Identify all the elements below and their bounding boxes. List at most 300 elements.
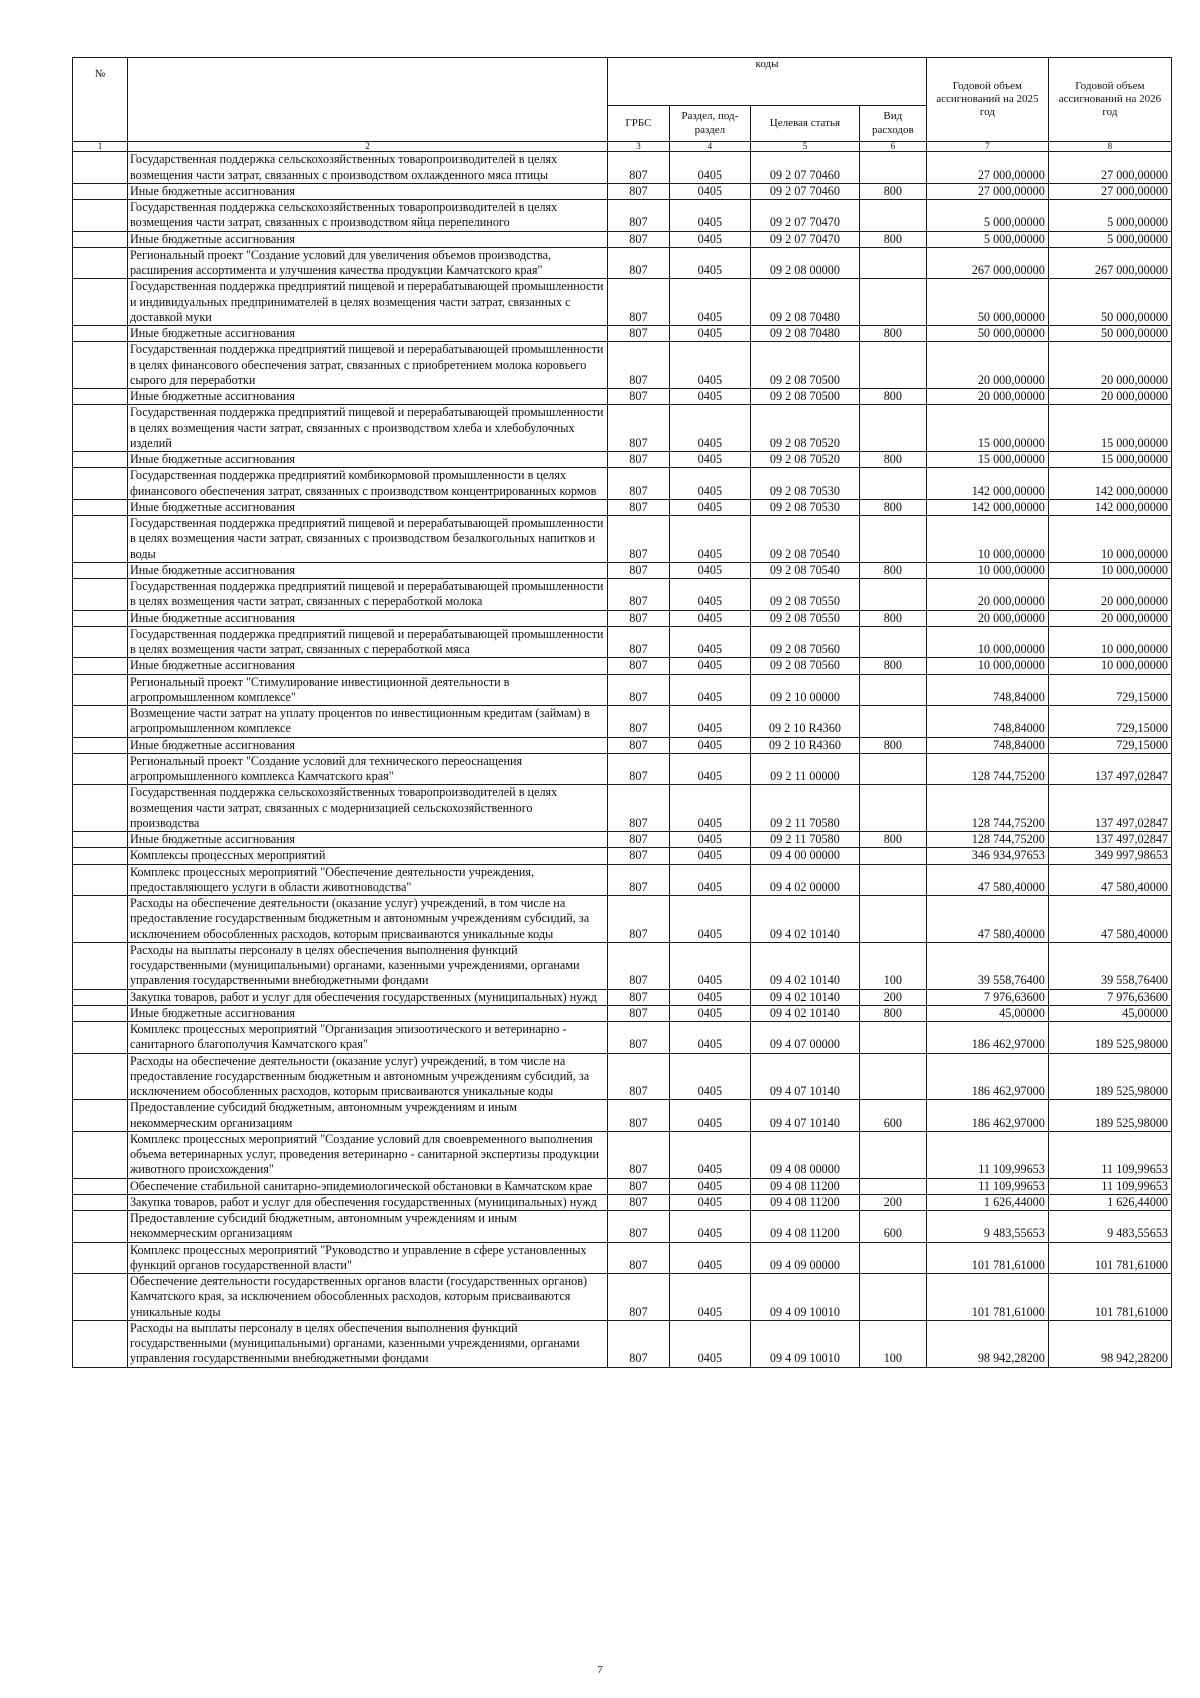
grbs-cell: 807 — [608, 610, 670, 626]
item-name-cell: Расходы на обеспечение деятельности (оказание услуг) учреждений, в том числе на предоставление государственным бюджетным и автономным учреждениям субсидий, за исключением обособленных расходов, которым присваиваются уникальные коды — [127, 896, 607, 943]
target-article-cell: 09 4 08 11200 — [751, 1194, 860, 1210]
expense-type-cell — [859, 1242, 926, 1274]
table-row — [73, 896, 1172, 943]
section-cell: 0405 — [669, 516, 750, 563]
amount-2025-cell: 7 976,63600 — [926, 989, 1048, 1005]
amount-2026-cell: 10 000,00000 — [1048, 626, 1171, 658]
row-number-cell — [73, 183, 128, 199]
section-cell: 0405 — [669, 674, 750, 706]
section-cell: 0405 — [669, 499, 750, 515]
table-row — [73, 1022, 1172, 1054]
grbs-cell: 807 — [608, 1274, 670, 1321]
amount-2025-cell: 142 000,00000 — [926, 499, 1048, 515]
amount-2025-cell: 346 934,97653 — [926, 848, 1048, 864]
amount-2026-cell: 137 497,02847 — [1048, 785, 1171, 832]
amount-2026-cell: 729,15000 — [1048, 706, 1171, 738]
row-number-cell — [73, 326, 128, 342]
section-cell: 0405 — [669, 468, 750, 500]
grbs-cell: 807 — [608, 326, 670, 342]
section-cell: 0405 — [669, 737, 750, 753]
amount-2026-cell: 15 000,00000 — [1048, 405, 1171, 452]
section-cell: 0405 — [669, 342, 750, 389]
expense-type-cell — [859, 1178, 926, 1194]
page-number: 7 — [597, 1664, 603, 1676]
target-article-cell: 09 2 08 70540 — [751, 562, 860, 578]
expense-type-cell — [859, 864, 926, 896]
amount-2026-cell: 98 942,28200 — [1048, 1320, 1171, 1367]
item-name-cell: Комплекс процессных мероприятий "Обеспечение деятельности учреждения, предоставляющего услуги в области животноводства" — [127, 864, 607, 896]
item-name-cell: Иные бюджетные ассигнования — [127, 452, 607, 468]
item-name-cell: Иные бюджетные ассигнования — [127, 658, 607, 674]
col-number: 1 — [73, 142, 128, 152]
amount-2026-cell: 142 000,00000 — [1048, 499, 1171, 515]
table-row — [73, 1178, 1172, 1194]
item-name-cell: Комплексы процессных мероприятий — [127, 848, 607, 864]
amount-2025-cell: 101 781,61000 — [926, 1242, 1048, 1274]
row-number-cell — [73, 1053, 128, 1100]
header-section: Раздел, под-раздел — [669, 106, 750, 142]
grbs-cell: 807 — [608, 785, 670, 832]
section-cell: 0405 — [669, 626, 750, 658]
table-row — [73, 658, 1172, 674]
amount-2025-cell: 47 580,40000 — [926, 896, 1048, 943]
target-article-cell: 09 4 09 00000 — [751, 1242, 860, 1274]
amount-2025-cell: 47 580,40000 — [926, 864, 1048, 896]
item-name-cell: Иные бюджетные ассигнования — [127, 231, 607, 247]
table-row — [73, 626, 1172, 658]
grbs-cell: 807 — [608, 658, 670, 674]
expense-type-cell — [859, 516, 926, 563]
target-article-cell: 09 4 09 10010 — [751, 1274, 860, 1321]
section-cell: 0405 — [669, 405, 750, 452]
target-article-cell: 09 2 08 00000 — [751, 247, 860, 279]
amount-2025-cell: 45,00000 — [926, 1005, 1048, 1021]
col-number: 8 — [1048, 142, 1171, 152]
table-row — [73, 1131, 1172, 1178]
target-article-cell: 09 2 08 70530 — [751, 468, 860, 500]
item-name-cell: Расходы на выплаты персоналу в целях обеспечения выполнения функций государственными (муниципальными) органами, казенными учреждениями, органами управления государственными внебюджетными фондами — [127, 942, 607, 989]
row-number-cell — [73, 706, 128, 738]
row-number-cell — [73, 1320, 128, 1367]
grbs-cell: 807 — [608, 1178, 670, 1194]
target-article-cell: 09 4 02 10140 — [751, 1005, 860, 1021]
expense-type-cell — [859, 1274, 926, 1321]
amount-2026-cell: 11 109,99653 — [1048, 1131, 1171, 1178]
row-number-cell — [73, 658, 128, 674]
section-cell: 0405 — [669, 389, 750, 405]
col-number: 2 — [127, 142, 607, 152]
amount-2025-cell: 128 744,75200 — [926, 785, 1048, 832]
table-row — [73, 942, 1172, 989]
section-cell: 0405 — [669, 326, 750, 342]
amount-2026-cell: 9 483,55653 — [1048, 1211, 1171, 1243]
table-row — [73, 737, 1172, 753]
target-article-cell: 09 4 07 10140 — [751, 1100, 860, 1132]
row-number-cell — [73, 610, 128, 626]
amount-2026-cell: 10 000,00000 — [1048, 658, 1171, 674]
expense-type-cell — [859, 468, 926, 500]
amount-2025-cell: 748,84000 — [926, 737, 1048, 753]
table-row — [73, 785, 1172, 832]
item-name-cell: Государственная поддержка предприятий пищевой и перерабатывающей промышленности в целях возмещения части затрат, связанных с переработкой молока — [127, 579, 607, 611]
amount-2026-cell: 7 976,63600 — [1048, 989, 1171, 1005]
item-name-cell: Иные бюджетные ассигнования — [127, 737, 607, 753]
expense-type-cell: 800 — [859, 183, 926, 199]
header-name — [127, 58, 607, 142]
row-number-cell — [73, 1022, 128, 1054]
expense-type-cell — [859, 342, 926, 389]
section-cell: 0405 — [669, 753, 750, 785]
grbs-cell: 807 — [608, 832, 670, 848]
section-cell: 0405 — [669, 1100, 750, 1132]
table-row — [73, 1194, 1172, 1210]
target-article-cell: 09 2 11 00000 — [751, 753, 860, 785]
amount-2026-cell: 101 781,61000 — [1048, 1242, 1171, 1274]
table-row — [73, 279, 1172, 326]
grbs-cell: 807 — [608, 1131, 670, 1178]
target-article-cell: 09 2 08 70520 — [751, 452, 860, 468]
amount-2025-cell: 20 000,00000 — [926, 342, 1048, 389]
target-article-cell: 09 2 07 70460 — [751, 183, 860, 199]
expense-type-cell — [859, 1131, 926, 1178]
expense-type-cell — [859, 1022, 926, 1054]
expense-type-cell — [859, 785, 926, 832]
col-number: 3 — [608, 142, 670, 152]
item-name-cell: Иные бюджетные ассигнования — [127, 562, 607, 578]
expense-type-cell: 800 — [859, 1005, 926, 1021]
grbs-cell: 807 — [608, 1242, 670, 1274]
amount-2025-cell: 748,84000 — [926, 706, 1048, 738]
section-cell: 0405 — [669, 706, 750, 738]
grbs-cell: 807 — [608, 737, 670, 753]
col-number: 7 — [926, 142, 1048, 152]
target-article-cell: 09 2 08 70560 — [751, 658, 860, 674]
grbs-cell: 807 — [608, 1053, 670, 1100]
amount-2026-cell: 45,00000 — [1048, 1005, 1171, 1021]
target-article-cell: 09 2 08 70480 — [751, 279, 860, 326]
item-name-cell: Предоставление субсидий бюджетным, автономным учреждениям и иным некоммерческим организациям — [127, 1100, 607, 1132]
grbs-cell: 807 — [608, 579, 670, 611]
amount-2025-cell: 128 744,75200 — [926, 753, 1048, 785]
target-article-cell: 09 2 11 70580 — [751, 832, 860, 848]
target-article-cell: 09 4 08 11200 — [751, 1211, 860, 1243]
grbs-cell: 807 — [608, 1022, 670, 1054]
section-cell: 0405 — [669, 247, 750, 279]
amount-2025-cell: 142 000,00000 — [926, 468, 1048, 500]
target-article-cell: 09 4 09 10010 — [751, 1320, 860, 1367]
item-name-cell: Региональный проект "Стимулирование инвестиционной деятельности в агропромышленном комплексе" — [127, 674, 607, 706]
section-cell: 0405 — [669, 942, 750, 989]
target-article-cell: 09 2 07 70470 — [751, 231, 860, 247]
row-number-cell — [73, 231, 128, 247]
amount-2025-cell: 15 000,00000 — [926, 452, 1048, 468]
table-row — [73, 183, 1172, 199]
table-row — [73, 516, 1172, 563]
item-name-cell: Иные бюджетные ассигнования — [127, 183, 607, 199]
amount-2025-cell: 20 000,00000 — [926, 389, 1048, 405]
section-cell: 0405 — [669, 1320, 750, 1367]
grbs-cell: 807 — [608, 389, 670, 405]
amount-2026-cell: 27 000,00000 — [1048, 183, 1171, 199]
row-number-cell — [73, 468, 128, 500]
grbs-cell: 807 — [608, 896, 670, 943]
header-no: № — [73, 58, 128, 142]
row-number-cell — [73, 1211, 128, 1243]
row-number-cell — [73, 1242, 128, 1274]
expense-type-cell: 800 — [859, 737, 926, 753]
grbs-cell: 807 — [608, 674, 670, 706]
item-name-cell: Иные бюджетные ассигнования — [127, 832, 607, 848]
grbs-cell: 807 — [608, 1320, 670, 1367]
table-row — [73, 152, 1172, 184]
col-number: 5 — [751, 142, 860, 152]
expense-type-cell — [859, 626, 926, 658]
target-article-cell: 09 2 08 70540 — [751, 516, 860, 563]
table-row — [73, 1005, 1172, 1021]
expense-type-cell: 100 — [859, 942, 926, 989]
grbs-cell: 807 — [608, 1100, 670, 1132]
section-cell: 0405 — [669, 1211, 750, 1243]
amount-2025-cell: 50 000,00000 — [926, 326, 1048, 342]
row-number-cell — [73, 152, 128, 184]
item-name-cell: Региональный проект "Создание условий для увеличения объемов производства, расширения ассортимента и улучшения качества продукции Камчатского края" — [127, 247, 607, 279]
row-number-cell — [73, 737, 128, 753]
grbs-cell: 807 — [608, 279, 670, 326]
table-row — [73, 1053, 1172, 1100]
table-row — [73, 1211, 1172, 1243]
section-cell: 0405 — [669, 610, 750, 626]
row-number-cell — [73, 942, 128, 989]
item-name-cell: Расходы на обеспечение деятельности (оказание услуг) учреждений, в том числе на предоставление государственным бюджетным и автономным учреждениям субсидий, за исключением обособленных расходов, которым присваиваются уникальные коды — [127, 1053, 607, 1100]
section-cell: 0405 — [669, 231, 750, 247]
amount-2025-cell: 5 000,00000 — [926, 200, 1048, 232]
amount-2026-cell: 20 000,00000 — [1048, 342, 1171, 389]
row-number-cell — [73, 864, 128, 896]
expense-type-cell: 800 — [859, 658, 926, 674]
section-cell: 0405 — [669, 1242, 750, 1274]
amount-2025-cell: 27 000,00000 — [926, 152, 1048, 184]
amount-2025-cell: 5 000,00000 — [926, 231, 1048, 247]
target-article-cell: 09 4 07 10140 — [751, 1053, 860, 1100]
amount-2026-cell: 137 497,02847 — [1048, 753, 1171, 785]
budget-table — [72, 57, 1172, 1368]
target-article-cell: 09 4 07 00000 — [751, 1022, 860, 1054]
row-number-cell — [73, 579, 128, 611]
item-name-cell: Закупка товаров, работ и услуг для обеспечения государственных (муниципальных) нужд — [127, 1194, 607, 1210]
section-cell: 0405 — [669, 1194, 750, 1210]
target-article-cell: 09 4 08 11200 — [751, 1178, 860, 1194]
amount-2026-cell: 20 000,00000 — [1048, 389, 1171, 405]
section-cell: 0405 — [669, 562, 750, 578]
table-row — [73, 832, 1172, 848]
target-article-cell: 09 2 08 70500 — [751, 389, 860, 405]
row-number-cell — [73, 1178, 128, 1194]
expense-type-cell — [859, 896, 926, 943]
grbs-cell: 807 — [608, 247, 670, 279]
section-cell: 0405 — [669, 152, 750, 184]
item-name-cell: Государственная поддержка предприятий пищевой и перерабатывающей промышленности в целях финансового обеспечения затрат, связанных с приобретением молока коровьего сырого для переработки — [127, 342, 607, 389]
section-cell: 0405 — [669, 864, 750, 896]
section-cell: 0405 — [669, 1131, 750, 1178]
expense-type-cell: 200 — [859, 989, 926, 1005]
item-name-cell: Государственная поддержка сельскохозяйственных товаропроизводителей в целях возмещения части затрат, связанных с производством яйца перепелиного — [127, 200, 607, 232]
expense-type-cell — [859, 848, 926, 864]
row-number-cell — [73, 1005, 128, 1021]
grbs-cell: 807 — [608, 989, 670, 1005]
section-cell: 0405 — [669, 1005, 750, 1021]
expense-type-cell: 800 — [859, 452, 926, 468]
amount-2025-cell: 10 000,00000 — [926, 626, 1048, 658]
target-article-cell: 09 4 02 10140 — [751, 942, 860, 989]
header-exp-type: Вид расходов — [859, 106, 926, 142]
item-name-cell: Государственная поддержка предприятий пищевой и перерабатывающей промышленности в целях возмещения части затрат, связанных с производством хлеба и хлебобулочных изделий — [127, 405, 607, 452]
amount-2025-cell: 10 000,00000 — [926, 658, 1048, 674]
grbs-cell: 807 — [608, 1005, 670, 1021]
table-row — [73, 706, 1172, 738]
amount-2026-cell: 189 525,98000 — [1048, 1022, 1171, 1054]
table-header — [73, 58, 1172, 152]
row-number-cell — [73, 200, 128, 232]
grbs-cell: 807 — [608, 342, 670, 389]
amount-2026-cell: 47 580,40000 — [1048, 896, 1171, 943]
section-cell: 0405 — [669, 1274, 750, 1321]
grbs-cell: 807 — [608, 753, 670, 785]
target-article-cell: 09 2 08 70550 — [751, 610, 860, 626]
section-cell: 0405 — [669, 1053, 750, 1100]
grbs-cell: 807 — [608, 468, 670, 500]
table-row — [73, 1274, 1172, 1321]
header-2025: Годовой объем ассигнований на 2025 год — [926, 58, 1048, 142]
item-name-cell: Предоставление субсидий бюджетным, автономным учреждениям и иным некоммерческим организациям — [127, 1211, 607, 1243]
grbs-cell: 807 — [608, 499, 670, 515]
amount-2025-cell: 11 109,99653 — [926, 1131, 1048, 1178]
amount-2026-cell: 15 000,00000 — [1048, 452, 1171, 468]
amount-2025-cell: 10 000,00000 — [926, 562, 1048, 578]
row-number-cell — [73, 753, 128, 785]
row-number-cell — [73, 516, 128, 563]
header-grbs: ГРБС — [608, 106, 670, 142]
expense-type-cell — [859, 152, 926, 184]
row-number-cell — [73, 452, 128, 468]
expense-type-cell: 800 — [859, 389, 926, 405]
section-cell: 0405 — [669, 200, 750, 232]
target-article-cell: 09 4 02 10140 — [751, 989, 860, 1005]
item-name-cell: Иные бюджетные ассигнования — [127, 499, 607, 515]
row-number-cell — [73, 674, 128, 706]
expense-type-cell — [859, 674, 926, 706]
target-article-cell: 09 2 08 70550 — [751, 579, 860, 611]
table-row — [73, 247, 1172, 279]
table-row — [73, 499, 1172, 515]
item-name-cell: Государственная поддержка предприятий комбикормовой промышленности в целях финансового обеспечения затрат, связанных с производством концентрированных кормов — [127, 468, 607, 500]
item-name-cell: Иные бюджетные ассигнования — [127, 1005, 607, 1021]
item-name-cell: Иные бюджетные ассигнования — [127, 389, 607, 405]
row-number-cell — [73, 989, 128, 1005]
target-article-cell: 09 2 10 R4360 — [751, 737, 860, 753]
amount-2026-cell: 27 000,00000 — [1048, 152, 1171, 184]
section-cell: 0405 — [669, 896, 750, 943]
section-cell: 0405 — [669, 1178, 750, 1194]
amount-2026-cell: 47 580,40000 — [1048, 864, 1171, 896]
section-cell: 0405 — [669, 279, 750, 326]
table-row — [73, 848, 1172, 864]
row-number-cell — [73, 389, 128, 405]
item-name-cell: Государственная поддержка предприятий пищевой и перерабатывающей промышленности в целях возмещения части затрат, связанных с переработкой мяса — [127, 626, 607, 658]
amount-2026-cell: 50 000,00000 — [1048, 279, 1171, 326]
budget-table-sheet — [72, 57, 1172, 1368]
row-number-cell — [73, 1131, 128, 1178]
row-number-cell — [73, 832, 128, 848]
amount-2026-cell: 267 000,00000 — [1048, 247, 1171, 279]
amount-2025-cell: 101 781,61000 — [926, 1274, 1048, 1321]
row-number-cell — [73, 279, 128, 326]
section-cell: 0405 — [669, 832, 750, 848]
expense-type-cell: 600 — [859, 1211, 926, 1243]
row-number-cell — [73, 342, 128, 389]
amount-2026-cell: 101 781,61000 — [1048, 1274, 1171, 1321]
row-number-cell — [73, 247, 128, 279]
row-number-cell — [73, 1100, 128, 1132]
header-2026: Годовой объем ассигнований на 2026 год — [1048, 58, 1171, 142]
table-row — [73, 342, 1172, 389]
row-number-cell — [73, 1274, 128, 1321]
grbs-cell: 807 — [608, 183, 670, 199]
grbs-cell: 807 — [608, 231, 670, 247]
amount-2026-cell: 1 626,44000 — [1048, 1194, 1171, 1210]
item-name-cell: Комплекс процессных мероприятий "Организация эпизоотического и ветеринарно - санитарного благополучия Камчатского края" — [127, 1022, 607, 1054]
target-article-cell: 09 2 08 70520 — [751, 405, 860, 452]
expense-type-cell: 800 — [859, 326, 926, 342]
expense-type-cell — [859, 706, 926, 738]
amount-2026-cell: 5 000,00000 — [1048, 200, 1171, 232]
row-number-cell — [73, 562, 128, 578]
amount-2025-cell: 9 483,55653 — [926, 1211, 1048, 1243]
amount-2026-cell: 142 000,00000 — [1048, 468, 1171, 500]
row-number-cell — [73, 1194, 128, 1210]
section-cell: 0405 — [669, 579, 750, 611]
expense-type-cell: 800 — [859, 231, 926, 247]
item-name-cell: Иные бюджетные ассигнования — [127, 326, 607, 342]
table-row — [73, 405, 1172, 452]
table-row — [73, 989, 1172, 1005]
target-article-cell: 09 2 08 70480 — [751, 326, 860, 342]
section-cell: 0405 — [669, 989, 750, 1005]
item-name-cell: Обеспечение стабильной санитарно-эпидемиологической обстановки в Камчатском крае — [127, 1178, 607, 1194]
grbs-cell: 807 — [608, 942, 670, 989]
amount-2026-cell: 729,15000 — [1048, 737, 1171, 753]
item-name-cell: Закупка товаров, работ и услуг для обеспечения государственных (муниципальных) нужд — [127, 989, 607, 1005]
amount-2025-cell: 15 000,00000 — [926, 405, 1048, 452]
section-cell: 0405 — [669, 1022, 750, 1054]
target-article-cell: 09 2 10 R4360 — [751, 706, 860, 738]
amount-2026-cell: 10 000,00000 — [1048, 562, 1171, 578]
target-article-cell: 09 4 08 00000 — [751, 1131, 860, 1178]
amount-2025-cell: 20 000,00000 — [926, 579, 1048, 611]
expense-type-cell: 200 — [859, 1194, 926, 1210]
table-row — [73, 231, 1172, 247]
amount-2025-cell: 27 000,00000 — [926, 183, 1048, 199]
table-row — [73, 452, 1172, 468]
amount-2025-cell: 39 558,76400 — [926, 942, 1048, 989]
row-number-cell — [73, 848, 128, 864]
amount-2026-cell: 5 000,00000 — [1048, 231, 1171, 247]
target-article-cell: 09 4 02 10140 — [751, 896, 860, 943]
grbs-cell: 807 — [608, 516, 670, 563]
expense-type-cell: 800 — [859, 832, 926, 848]
grbs-cell: 807 — [608, 706, 670, 738]
expense-type-cell: 800 — [859, 499, 926, 515]
header-target: Целевая статья — [751, 106, 860, 142]
